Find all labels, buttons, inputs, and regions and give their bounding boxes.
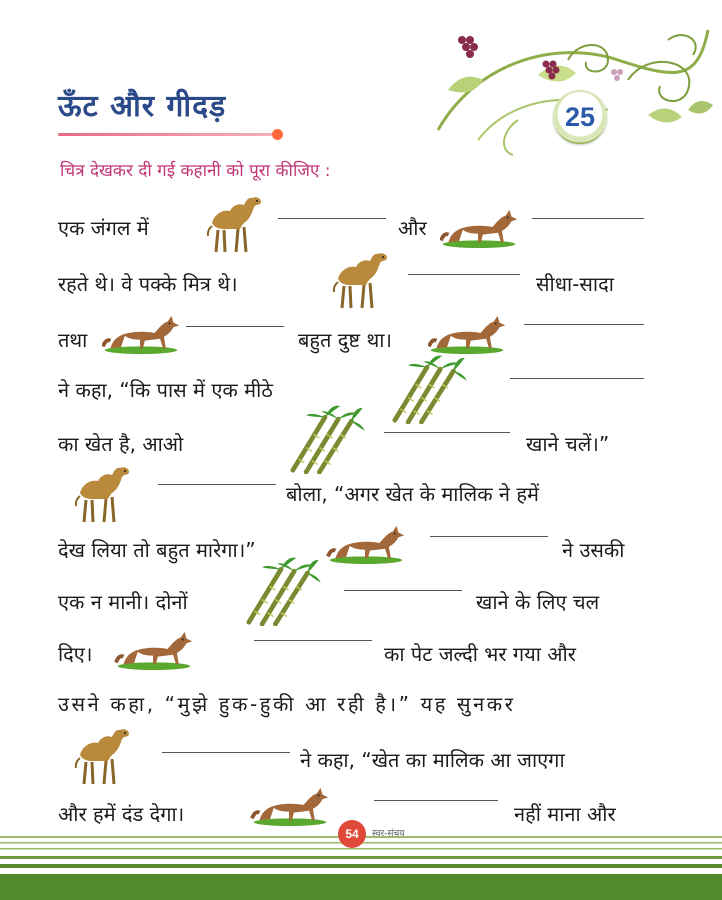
page-number: 54 xyxy=(338,820,366,848)
story-text: सीधा-सादा xyxy=(536,272,614,296)
answer-blank[interactable] xyxy=(524,324,644,325)
story-line-7 xyxy=(58,520,644,572)
story-text: और xyxy=(398,216,427,240)
answer-blank[interactable] xyxy=(510,378,644,379)
story-text: देख लिया तो बहुत मारेगा।” xyxy=(58,538,256,562)
story-text: उसने कहा, “मुझे हुक-हुकी आ रही है।” यह सुनकर xyxy=(58,692,516,716)
story-line-10 xyxy=(58,678,644,730)
camel-picture xyxy=(202,192,266,254)
lesson-number: 25 xyxy=(564,101,596,132)
answer-blank[interactable] xyxy=(430,536,548,537)
story-line-3 xyxy=(58,306,644,358)
jackal-picture xyxy=(428,312,506,354)
answer-blank[interactable] xyxy=(158,484,276,485)
answer-blank[interactable] xyxy=(384,432,510,433)
answer-blank[interactable] xyxy=(278,218,386,219)
jackal-picture xyxy=(440,206,518,248)
instruction-text: चित्र देखकर दी गई कहानी को पूरा कीजिए : xyxy=(60,161,331,181)
story-text: बहुत दुष्ट था। xyxy=(298,328,392,352)
footer-label: स्वर-संचय xyxy=(372,829,405,839)
answer-blank[interactable] xyxy=(254,640,372,641)
jackal-picture xyxy=(102,312,180,354)
story-line-9 xyxy=(58,628,644,680)
story-text: रहते थे। वे पक्के मित्र थे। xyxy=(58,272,238,296)
story-text: एक न मानी। दोनों xyxy=(58,590,188,614)
camel-picture xyxy=(70,462,134,524)
answer-blank[interactable] xyxy=(344,590,462,591)
story-text: का पेट जल्दी भर गया और xyxy=(384,642,576,666)
story-text: ने कहा, “कि पास में एक मीठे xyxy=(58,378,273,402)
camel-picture xyxy=(70,724,134,786)
jackal-picture xyxy=(114,628,194,670)
camel-picture xyxy=(328,248,392,310)
title-underline xyxy=(58,133,276,136)
story-text: तथा xyxy=(58,328,88,352)
story-line-11 xyxy=(58,724,644,776)
jackal-picture xyxy=(326,522,406,564)
story-text: ने उसकी xyxy=(562,538,625,562)
story-text: दिए। xyxy=(58,642,93,666)
jackal-picture xyxy=(250,784,330,826)
answer-blank[interactable] xyxy=(408,274,520,275)
story-line-8 xyxy=(58,570,644,622)
story-text: का खेत है, आओ xyxy=(58,432,184,456)
story-text: और हमें दंड देगा। xyxy=(58,802,185,826)
answer-blank[interactable] xyxy=(162,752,290,753)
story-text: खाने के लिए चल xyxy=(476,590,600,614)
story-text: नहीं माना और xyxy=(514,802,616,826)
answer-blank[interactable] xyxy=(186,326,284,327)
answer-blank[interactable] xyxy=(532,218,644,219)
answer-blank[interactable] xyxy=(374,800,498,801)
story-text: खाने चलें।” xyxy=(526,432,610,456)
lesson-title: ऊँट और गीदड़ xyxy=(58,89,227,124)
story-text: एक जंगल में xyxy=(58,216,149,240)
story-text: बोला, “अगर खेत के मालिक ने हमें xyxy=(286,482,539,506)
story-text: ने कहा, “खेत का मालिक आ जाएगा xyxy=(300,748,565,772)
story-line-2 xyxy=(58,248,644,300)
title-underline-dot xyxy=(272,129,283,140)
sugarcane-picture xyxy=(240,556,322,626)
story-line-5 xyxy=(58,410,644,462)
story-line-6 xyxy=(58,462,644,514)
lesson-number-badge xyxy=(553,90,607,144)
story-line-1 xyxy=(58,192,644,244)
